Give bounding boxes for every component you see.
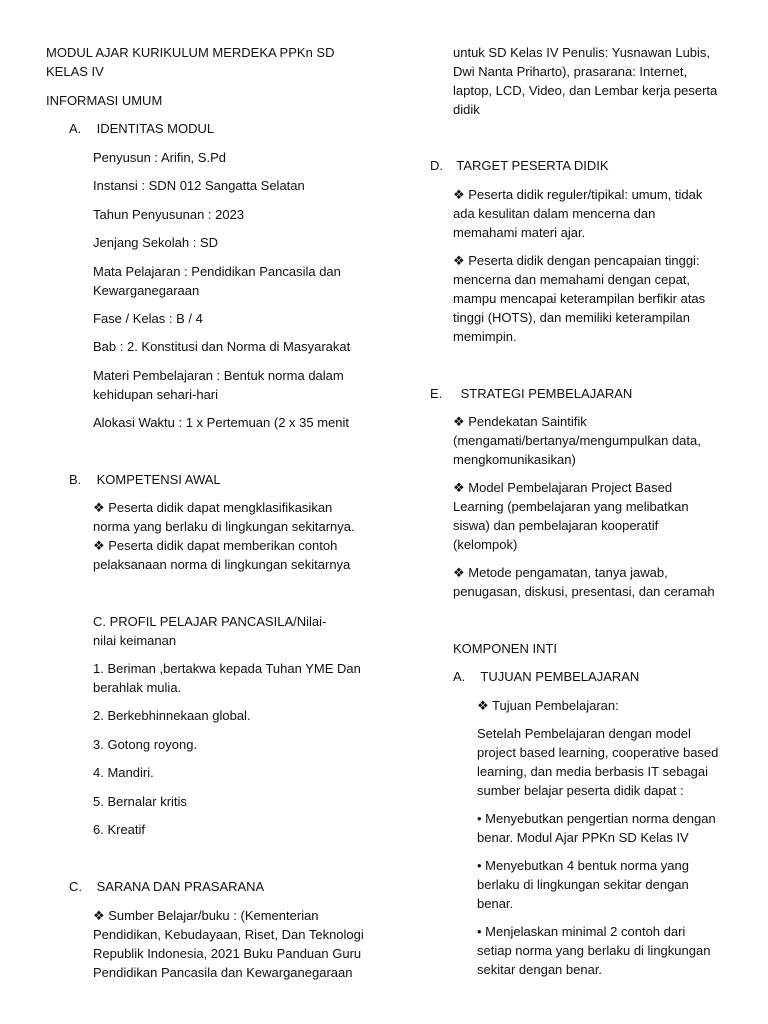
identitas-materi: Materi Pembelajaran : Bentuk norma dalam kehidupan sehari-hari [93,368,344,402]
identitas-instansi: Instansi : SDN 012 Sangatta Selatan [93,178,305,193]
section-letter: B. [69,472,82,487]
target-item: ❖ Peserta didik dengan pencapaian tinggi: mencerna dan memahami dengan cepat, mampu mencapai keterampilan berfikir atas tinggi (HOTS), dan memiliki keterampilan memimpin. [453,253,706,344]
heading-tujuan-pembelajaran [453,667,639,686]
section-informasi-umum: INFORMASI UMUM [46,93,163,108]
section-heading: TUJUAN PEMBELAJARAN [480,669,640,684]
heading-strategi-pembelajaran [430,384,632,403]
identitas-tahun: Tahun Penyusunan : 2023 [93,207,245,222]
sarana-text-continued: untuk SD Kelas IV Penulis: Yusnawan Lubis, Dwi Nanta Priharto), prasarana: Internet, laptop, LCD, Video, dan Lembar kerja peserta didik [453,45,718,117]
heading-kompetensi-awal [69,470,221,489]
strategi-item: ❖ Pendekatan Saintifik (mengamati/bertanya/mengumpulkan data, mengkomunikasikan) [453,414,701,467]
section-letter: A. [69,121,82,136]
document-title: MODUL AJAR KURIKULUM MERDEKA PPKn SD KELAS IV [46,45,335,79]
profil-item: 2. Berkebhinnekaan global. [93,708,251,723]
section-letter: A. [453,669,466,684]
strategi-item: ❖ Model Pembelajaran Project Based Learning (pembelajaran yang melibatkan siswa) dan pembelajaran kooperatif (kelompok) [453,480,689,552]
identitas-jenjang: Jenjang Sekolah : SD [93,235,219,250]
profil-item: 4. Mandiri. [93,765,154,780]
section-letter: C. [69,879,82,894]
section-heading: KOMPETENSI AWAL [96,472,221,487]
section-heading: SARANA DAN PRASARANA [96,879,265,894]
heading-sarana-prasarana [69,877,264,896]
section-heading: STRATEGI PEMBELAJARAN [460,386,633,401]
tujuan-item: • Menjelaskan minimal 2 contoh dari setiap norma yang berlaku di lingkungan sekitar dengan benar. [477,924,711,977]
profil-item: 6. Kreatif [93,822,146,837]
section-heading: IDENTITAS MODUL [96,121,215,136]
heading-target-peserta-didik [430,156,609,175]
heading-profil-pancasila: C. PROFIL PELAJAR PANCASILA/Nilai-nilai keimanan [93,614,327,648]
strategi-item: ❖ Metode pengamatan, tanya jawab, penugasan, diskusi, presentasi, dan ceramah [453,565,715,599]
heading-identitas-modul [69,119,214,138]
identitas-alokasi: Alokasi Waktu : 1 x Pertemuan (2 x 35 menit [93,415,350,430]
tujuan-intro: Setelah Pembelajaran dengan model project based learning, cooperative based learning, dan media berbasis IT sebagai sumber belajar peserta didik dapat : [477,726,719,798]
identitas-fase: Fase / Kelas : B / 4 [93,311,203,326]
profil-item: 5. Bernalar kritis [93,794,187,809]
target-item: ❖ Peserta didik reguler/tipikal: umum, tidak ada kesulitan dalam mencerna dan memahami materi ajar. [453,187,703,240]
section-heading: TARGET PESERTA DIDIK [456,158,609,173]
identitas-penyusun: Penyusun : Arifin, S.Pd [93,150,226,165]
profil-item: 1. Beriman ,bertakwa kepada Tuhan YME Dan berahlak mulia. [93,661,361,695]
identitas-mapel: Mata Pelajaran : Pendidikan Pancasila dan Kewarganegaraan [93,264,341,298]
identitas-bab: Bab : 2. Konstitusi dan Norma di Masyarakat [93,339,351,354]
tujuan-label: ❖ Tujuan Pembelajaran: [477,698,619,713]
kompetensi-item: ❖ Peserta didik dapat memberikan contoh pelaksanaan norma di lingkungan sekitarnya [93,538,351,572]
kompetensi-item: ❖ Peserta didik dapat mengklasifikasikan norma yang berlaku di lingkungan sekitarnya. [93,500,355,534]
profil-item: 3. Gotong royong. [93,737,198,752]
section-komponen-inti: KOMPONEN INTI [453,641,558,656]
sarana-text: ❖ Sumber Belajar/buku : (Kementerian Pendidikan, Kebudayaan, Riset, Dan Teknologi Republik Indonesia, 2021 Buku Panduan Guru Pendidikan Pancasila dan Kewarganegaraan [93,908,364,980]
section-letter: D. [430,158,443,173]
tujuan-item: • Menyebutkan pengertian norma dengan benar. Modul Ajar PPKn SD Kelas IV [477,811,716,845]
section-letter: E. [430,386,443,401]
tujuan-item: • Menyebutkan 4 bentuk norma yang berlaku di lingkungan sekitar dengan benar. [477,858,689,911]
